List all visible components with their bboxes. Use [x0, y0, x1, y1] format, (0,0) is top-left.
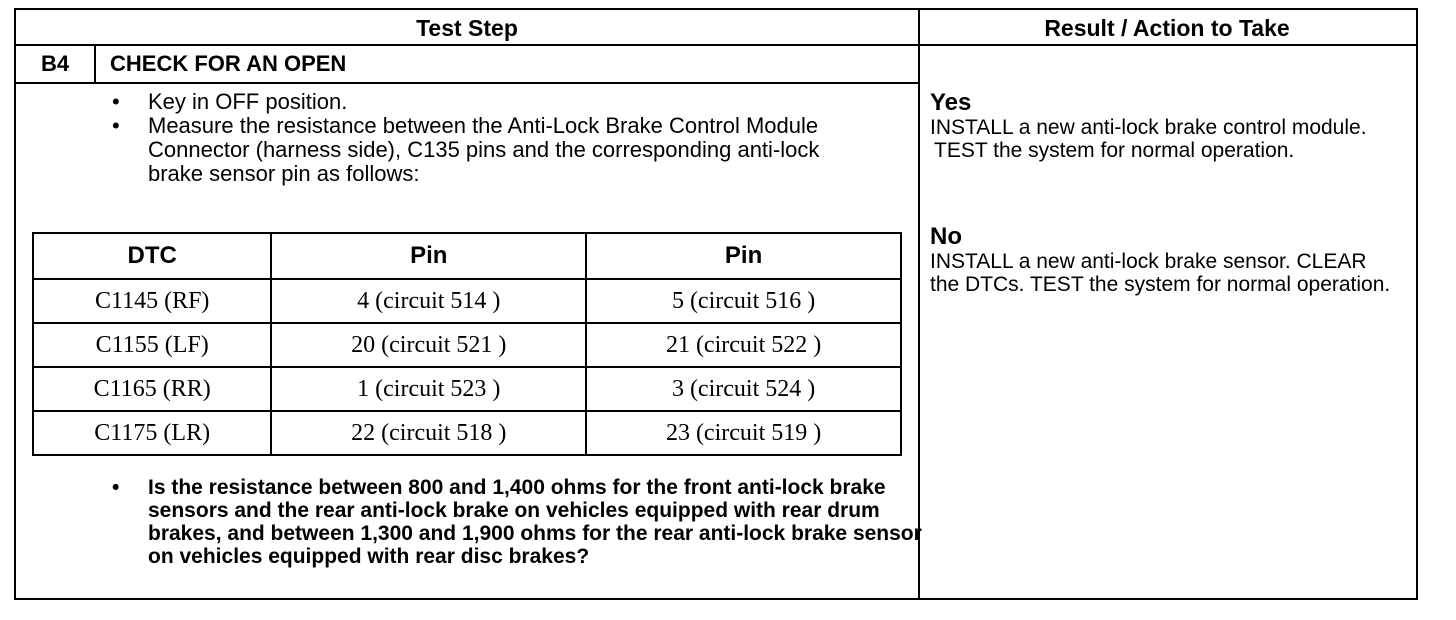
list-item: [112, 114, 872, 186]
result-action-header: Result / Action to Take: [918, 10, 1416, 46]
no-action-text: INSTALL a new anti-lock brake sensor. CLEAR the DTCs. TEST the system for normal operation.: [930, 250, 1391, 296]
table-cell: 1 (circuit 523 ): [271, 367, 586, 411]
no-label: No: [930, 223, 962, 250]
yes-action-install: INSTALL a new anti-lock brake control module.: [930, 116, 1367, 139]
result-no: [930, 224, 1400, 296]
table-cell: C1165 (RR): [33, 367, 271, 411]
table-cell: C1175 (LR): [33, 411, 271, 455]
bullet-icon: •: [112, 89, 120, 114]
instruction-text: Measure the resistance between the Anti-Lock Brake Control Module Connector (harness side), C135 pins and the corresponding anti-lock brake sensor pin as follows:: [148, 113, 820, 186]
table-cell: 4 (circuit 514 ): [271, 279, 586, 323]
list-item: [112, 90, 872, 114]
instruction-text: Key in OFF position.: [148, 89, 348, 114]
test-step-header: Test Step: [16, 10, 918, 46]
table-cell: 3 (circuit 524 ): [586, 367, 901, 411]
test-question: [112, 476, 928, 568]
table-cell: 21 (circuit 522 ): [586, 323, 901, 367]
table-cell: C1145 (RF): [33, 279, 271, 323]
table-cell: 20 (circuit 521 ): [271, 323, 586, 367]
question-text: Is the resistance between 800 and 1,400 ohms for the front anti-lock brake sensors and the rear anti-lock brake on vehicles equipped with rear drum brakes, and between 1,300 and 1,900 ohms for the rear anti-lock brake sensor on vehicles equipped with rear disc brakes?: [148, 476, 922, 568]
table-cell: 22 (circuit 518 ): [271, 411, 586, 455]
table-row: [33, 279, 901, 323]
step-row: [16, 46, 918, 84]
instruction-list: [112, 90, 872, 186]
table-row: [33, 323, 901, 367]
table-row: [33, 367, 901, 411]
table-cell: C1155 (LF): [33, 323, 271, 367]
table-cell: 5 (circuit 516 ): [586, 279, 901, 323]
yes-label: Yes: [930, 89, 972, 116]
dtc-pin-table: [32, 232, 902, 456]
step-title: CHECK FOR AN OPEN: [110, 51, 347, 76]
table-header-row: [33, 233, 901, 279]
table-cell: 23 (circuit 519 ): [586, 411, 901, 455]
bullet-icon: •: [112, 476, 120, 499]
bullet-icon: •: [112, 113, 120, 138]
table-row: [33, 411, 901, 455]
step-id: B4: [16, 46, 96, 82]
column-header-pin: Pin: [586, 233, 901, 279]
column-header-pin: Pin: [271, 233, 586, 279]
column-header-dtc: DTC: [33, 233, 271, 279]
yes-action-test: TEST the system for normal operation.: [934, 139, 1295, 162]
result-yes: [930, 90, 1400, 162]
test-step-frame: [14, 8, 1418, 600]
